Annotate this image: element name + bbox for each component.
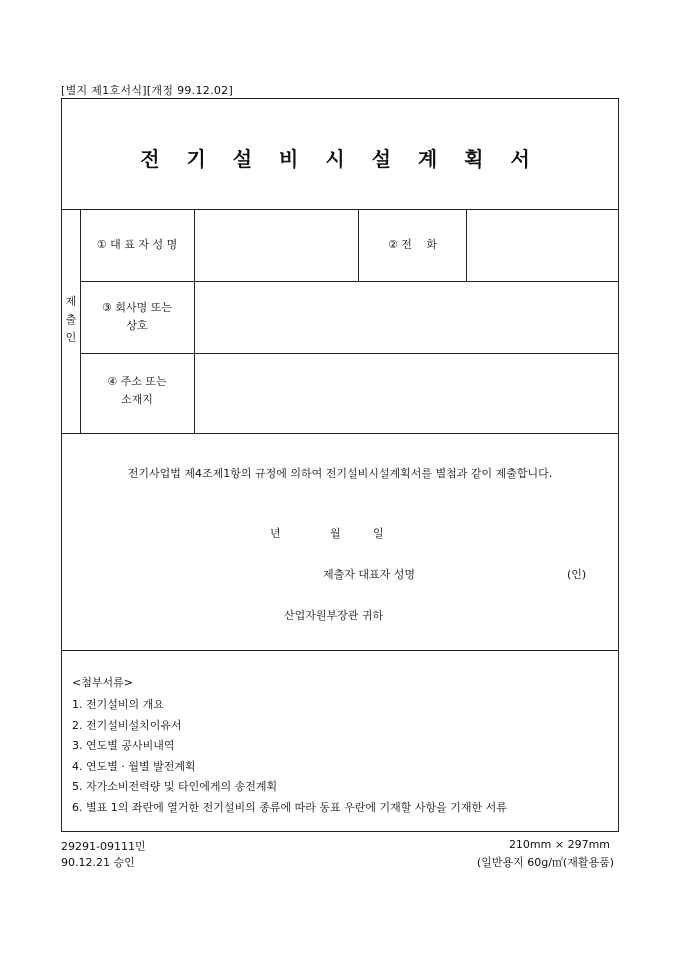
rep-name-label: ① 대 표 자 성 명 (96, 238, 178, 251)
list-item: 2. 전기설비설치이유서 (72, 718, 182, 732)
divider (62, 650, 618, 651)
list-item: 5. 자가소비전력량 및 타인에게의 송전계획 (72, 780, 278, 793)
list-item: 4. 연도별 · 월별 발전계획 (72, 759, 196, 773)
statement-text: 전기사업법 제4조제1항의 규정에 의하여 전기설비시설계획서를 별첨과 같이 제출합니다. (127, 467, 553, 480)
paper-size: 210mm × 297mm (508, 838, 610, 851)
attachments-heading: <첨부서류> (72, 676, 133, 689)
date-month: 월 (330, 527, 341, 540)
divider (62, 433, 618, 434)
date-day: 일 (373, 527, 384, 540)
phone-field[interactable] (467, 210, 617, 280)
title-box (62, 99, 618, 210)
page-title: 전 기 설 비 시 설 계 획 서 (140, 147, 540, 171)
form-code: 29291-09111민 (61, 840, 146, 853)
form-sheet (61, 98, 619, 832)
applicant-section-label: 제 출 인 (65, 295, 77, 344)
list-item: 1. 전기설비의 개요 (72, 698, 164, 711)
list-item: 6. 별표 1의 좌란에 열거한 전기설비의 종류에 따라 동표 우란에 기재할 사항을 기재한 서류 (72, 800, 507, 814)
company-field[interactable] (195, 282, 617, 352)
form-reference: [별지 제1호서식][개정 99.12.02] (61, 84, 234, 97)
rep-name-field[interactable] (195, 210, 357, 280)
submitter-label: 제출자 대표자 성명 (323, 568, 416, 581)
list-item: 3. 연도별 공사비내역 (72, 739, 175, 752)
address-field[interactable] (195, 354, 617, 432)
address-label: ④ 주소 또는 소재지 (107, 375, 167, 406)
paper-type: (일반용지 60g/㎡(재활용품) (476, 856, 614, 869)
company-label: ③ 회사명 또는 상호 (102, 301, 172, 332)
addressee: 산업자원부장관 귀하 (284, 609, 384, 622)
date-year: 년 (270, 527, 281, 540)
seal-mark: (인) (567, 568, 587, 581)
phone-label: ② 전 화 (387, 238, 438, 251)
approval-date: 90.12.21 승인 (61, 856, 135, 869)
attachments-list (72, 695, 507, 818)
